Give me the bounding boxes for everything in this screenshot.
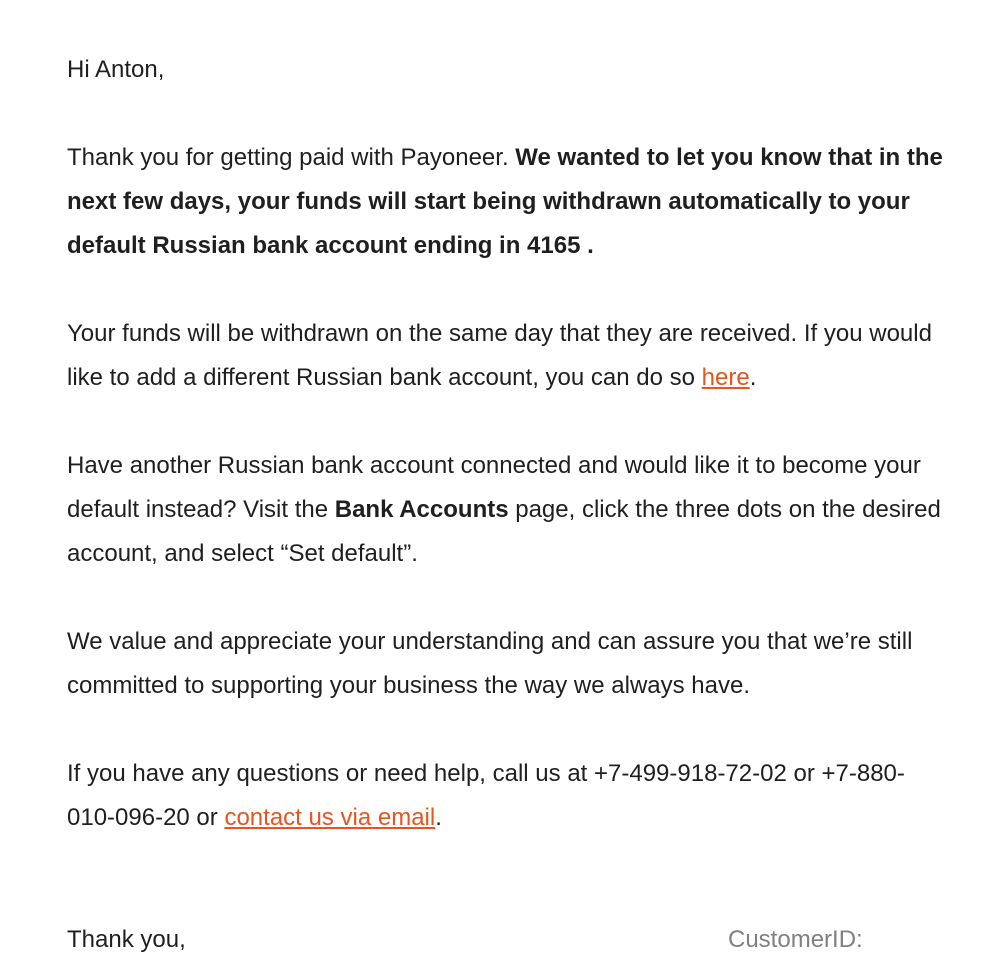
help-text: If you have any questions or need help, call us at +7-499-918-72-02 or +7-880-010-096-20 or — [67, 760, 905, 831]
signoff: Thank you, — [67, 926, 186, 953]
withdrawal-paragraph — [67, 312, 947, 400]
intro-bold-notice: We wanted to let you know that in the next few days, your funds will start being withdrawn automatically to your default Russian bank account ending in 4165 . — [67, 144, 943, 259]
default-account-text-before: Have another Russian bank account connected and would like it to become your default instead? Visit the — [67, 452, 921, 523]
commitment-paragraph: We value and appreciate your understanding and can assure you that we’re still committed to supporting your business the way we always have. — [67, 628, 913, 699]
bank-accounts-label: Bank Accounts — [334, 496, 509, 523]
greeting: Hi Anton, — [67, 56, 165, 83]
contact-email-link[interactable]: contact us via email — [224, 804, 436, 831]
help-paragraph — [67, 752, 947, 840]
withdrawal-trailing: . — [749, 364, 757, 391]
customer-id-label: CustomerID: — [728, 926, 863, 953]
default-account-paragraph — [67, 444, 947, 576]
help-trailing: . — [435, 804, 442, 831]
email-body — [67, 48, 947, 840]
intro-paragraph — [67, 136, 947, 268]
default-account-text-after: page, click the three dots on the desired account, and select “Set default”. — [67, 496, 941, 567]
email-footer — [67, 918, 947, 962]
withdrawal-text: Your funds will be withdrawn on the same day that they are received. If you would like to add a different Russian bank account, you can do so — [67, 320, 932, 391]
intro-text: Thank you for getting paid with Payoneer. — [67, 144, 516, 171]
add-bank-account-link[interactable]: here — [701, 364, 750, 391]
